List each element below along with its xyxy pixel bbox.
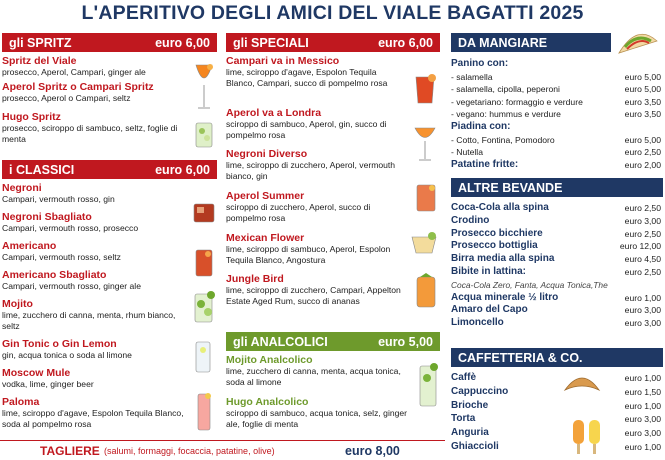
menu-item [2, 367, 217, 390]
item-desc: prosecco, Aperol o Campari, seltz [2, 93, 131, 103]
caffetteria-row-label: Brioche [451, 399, 489, 411]
item-name: Gin Tonic o Gin Lemon [2, 338, 117, 350]
speciali-price: euro 6,00 [378, 35, 433, 50]
item-desc: lime, sciroppo di zucchero, Campari, Appelton Estate Aged Rum, succo di ananas [226, 285, 401, 306]
bevande-row-price: euro 3,00 [624, 305, 661, 316]
bevande-row-label: Prosecco bottiglia [451, 240, 538, 252]
mexican-flower-glass-icon [410, 231, 438, 255]
bevande-row-price: euro 3,00 [624, 215, 661, 226]
menu-item [226, 55, 440, 88]
menu-item [2, 211, 217, 234]
item-desc: lime, sciroppo d'agave, Espolon Tequila Blanco, soda al pompelmo rosa [2, 408, 184, 429]
bevande-row [451, 202, 661, 214]
mangiare-title: DA MANGIARE [458, 35, 548, 50]
menu-item [226, 232, 440, 265]
tagliere-name: TAGLIERE [40, 444, 100, 458]
bevande-row-label: Coca-Cola Zero, Fanta, Acqua Tonica,The [451, 279, 608, 290]
menu-item [2, 240, 217, 263]
menu-item [2, 269, 217, 292]
bevande-row [451, 228, 661, 240]
item-name: Americano [2, 240, 57, 252]
mangiare-header [451, 33, 611, 52]
mangiare-row-price: euro 3,50 [624, 109, 661, 120]
mangiare-row-label: - vegano: hummus e verdure [451, 109, 561, 120]
caffetteria-row-price: euro 1,00 [624, 373, 661, 383]
item-name: Mojito [2, 298, 33, 310]
item-desc: Campari, vermouth rosso, gin [2, 194, 115, 204]
mangiare-row [451, 134, 661, 146]
caffetteria-row [451, 427, 661, 439]
menu-item [226, 148, 440, 181]
item-name: Campari va in Messico [226, 55, 340, 67]
spritz-glass-icon [194, 63, 214, 113]
caffetteria-row-price: euro 1,00 [624, 442, 661, 452]
mangiare-row-label: Panino con: [451, 58, 509, 69]
item-name: Aperol Spritz o Campari Spritz [2, 81, 154, 93]
caffetteria-row [451, 386, 661, 398]
spritz-title: gli SPRITZ [9, 35, 72, 50]
menu-item [226, 190, 440, 223]
tagliere-price: euro 8,00 [345, 444, 400, 458]
item-desc: lime, sciroppo di sambuco, Aperol, Espolon Tequila Blanco, Angostura [226, 244, 391, 265]
item-name: Hugo Analcolico [226, 396, 309, 408]
menu-item [2, 182, 217, 205]
caffetteria-header [451, 348, 663, 367]
mangiare-row-label: - vegetariano: formaggio e verdure [451, 96, 583, 107]
item-name: Aperol Summer [226, 190, 305, 202]
item-name: Aperol va a Londra [226, 107, 322, 119]
mangiare-row-label: Piadina con: [451, 121, 511, 132]
piadina-icon [615, 27, 661, 57]
negroni-glass-icon [192, 202, 216, 224]
menu-item [226, 273, 440, 306]
item-name: Jungle Bird [226, 273, 284, 285]
caffetteria-row [451, 441, 661, 453]
item-desc: vodka, lime, ginger beer [2, 379, 94, 389]
speciali-title: gli SPECIALI [233, 35, 309, 50]
menu-item [226, 396, 440, 429]
spritz-price: euro 6,00 [155, 35, 210, 50]
item-desc: prosecco, sciroppo di sambuco, seltz, foglie di menta [2, 123, 178, 144]
bevande-row-price: euro 2,50 [624, 267, 661, 277]
item-name: Paloma [2, 396, 40, 408]
mojito-analcolico-glass-icon [418, 362, 438, 408]
mangiare-row-price: euro 2,50 [624, 147, 661, 158]
bevande-row [451, 317, 661, 329]
item-desc: lime, zucchero di canna, menta, rhum bianco, seltz [2, 310, 176, 331]
menu-item [2, 338, 217, 361]
bevande-row [451, 279, 661, 291]
menu-item [2, 81, 217, 104]
menu-item [226, 354, 440, 387]
bevande-row [451, 240, 661, 252]
bevande-row-price: euro 12,00 [619, 241, 661, 252]
speciali-section [226, 33, 440, 323]
mangiare-row [451, 71, 661, 83]
item-desc: sciroppo di zucchero, Aperol, succo di pompelmo rosa [226, 202, 371, 223]
classici-title: i CLASSICI [9, 162, 75, 177]
item-desc: sciroppo di sambuco, Aperol, gin, succo di pompelmo rosa [226, 119, 387, 140]
mangiare-row [451, 58, 661, 70]
bevande-row-label: Birra media alla spina [451, 253, 555, 265]
paloma-glass-icon [196, 392, 212, 432]
mangiare-row [451, 96, 661, 108]
item-desc: lime, zucchero di canna, menta, acqua tonica, soda al limone [226, 366, 401, 387]
spritz-header [2, 33, 217, 52]
bevande-row-price: euro 1,00 [624, 292, 661, 303]
menu-item [2, 298, 217, 331]
caffetteria-row-label: Cappuccino [451, 385, 509, 397]
tagliere-row [0, 440, 445, 460]
menu-item [2, 111, 217, 144]
item-name: Americano Sbagliato [2, 269, 107, 281]
mangiare-row-label: - Cotto, Fontina, Pomodoro [451, 134, 555, 145]
mangiare-section [451, 33, 663, 173]
caffetteria-row-price: euro 1,00 [624, 400, 661, 411]
bevande-row-price: euro 2,50 [624, 228, 661, 239]
item-name: Moscow Mule [2, 367, 71, 379]
item-name: Negroni Diverso [226, 148, 308, 160]
bevande-row [451, 304, 661, 316]
tagliere-desc: (salumi, formaggi, focaccia, patatine, olive) [104, 446, 275, 456]
item-desc: lime, sciroppo di zucchero, Aperol, vermouth bianco, gin [226, 160, 396, 181]
caffetteria-row-label: Anguria [451, 427, 489, 439]
bevande-row [451, 215, 661, 227]
item-name: Mexican Flower [226, 232, 305, 244]
bevande-row-price: euro 3,00 [624, 318, 661, 329]
mangiare-row-label: - salamella [451, 71, 493, 82]
mangiare-row-price: euro 5,00 [624, 84, 661, 95]
caffetteria-row-price: euro 3,00 [624, 414, 661, 425]
analcolici-title: gli ANALCOLICI [233, 334, 328, 349]
analcolici-price: euro 5,00 [378, 334, 433, 349]
menu-item [2, 396, 217, 429]
mangiare-row [451, 108, 661, 120]
menu-item [226, 107, 440, 140]
campari-glass-icon [413, 73, 437, 105]
bevande-row-label: Coca-Cola alla spina [451, 202, 549, 213]
bevande-header [451, 178, 663, 197]
mangiare-row-price: euro 3,50 [624, 96, 661, 107]
item-desc: Campari, vermouth rosso, prosecco [2, 223, 139, 233]
aperol-summer-glass-icon [415, 183, 437, 213]
caffetteria-row-label: Caffè [451, 372, 477, 383]
mangiare-row-price: euro 5,00 [624, 134, 661, 145]
classici-header [2, 160, 217, 179]
caffetteria-row-label: Torta [451, 413, 476, 425]
analcolici-section [226, 332, 440, 440]
bevande-row [451, 292, 661, 304]
americano-glass-icon [194, 248, 214, 278]
mangiare-row [451, 121, 661, 133]
bevande-row-price: euro 4,50 [624, 254, 661, 265]
item-name: Negroni Sbagliato [2, 211, 92, 223]
bevande-row-label: Bibite in lattina: [451, 266, 526, 277]
gin-tonic-glass-icon [194, 340, 212, 374]
bevande-title: ALTRE BEVANDE [458, 180, 563, 195]
mangiare-row-label: - Nutella [451, 147, 483, 158]
caffetteria-row-label: Ghiaccioli [451, 441, 499, 452]
caffetteria-row-price: euro 1,50 [624, 386, 661, 397]
caffetteria-row [451, 413, 661, 425]
bevande-row-label: Limoncello [451, 317, 504, 329]
caffetteria-row [451, 372, 661, 384]
jungle-bird-glass-icon [414, 273, 438, 309]
bevande-row-price: euro 2,50 [624, 203, 661, 213]
mangiare-row-label: Patatine fritte: [451, 158, 519, 170]
bevande-row [451, 266, 661, 278]
bevande-row-label: Acqua minerale ½ litro [451, 291, 559, 303]
mojito-glass-icon [192, 290, 216, 324]
caffetteria-title: CAFFETTERIA & CO. [458, 350, 583, 365]
mangiare-row-label: - salamella, cipolla, peperoni [451, 84, 560, 95]
bevande-row-label: Crodino [451, 214, 490, 226]
caffetteria-section [451, 348, 663, 460]
mangiare-row [451, 159, 661, 171]
mangiare-row [451, 146, 661, 158]
item-desc: gin, acqua tonica o soda al limone [2, 350, 132, 360]
bevande-row [451, 253, 661, 265]
mangiare-row [451, 83, 661, 95]
aperol-londra-glass-icon [413, 125, 437, 163]
item-desc: lime, sciroppo d'agave, Espolon Tequila Blanco, Campari, succo di pompelmo rosa [226, 67, 388, 88]
item-desc: prosecco, Aperol, Campari, ginger ale [2, 67, 146, 77]
menu-item [2, 55, 217, 78]
item-desc: sciroppo di sambuco, acqua tonica, selz, ginger ale, foglie di menta [226, 408, 408, 429]
classici-section [2, 160, 217, 440]
analcolici-header [226, 332, 440, 351]
bevande-row-label: Prosecco bicchiere [451, 227, 543, 239]
speciali-header [226, 33, 440, 52]
item-desc: Campari, vermouth rosso, seltz [2, 252, 121, 262]
bevande-section [451, 178, 663, 340]
caffetteria-row [451, 400, 661, 412]
spritz-section [2, 33, 217, 153]
mangiare-row-price: euro 2,00 [624, 159, 661, 170]
page-title: L'APERITIVO DEGLI AMICI DEL VIALE BAGATTI 2025 [81, 2, 584, 24]
item-name: Hugo Spritz [2, 111, 61, 123]
bevande-row-label: Amaro del Capo [451, 304, 528, 316]
caffetteria-row-price: euro 3,00 [624, 428, 661, 439]
mangiare-row-price: euro 5,00 [624, 71, 661, 82]
item-desc: Campari, vermouth rosso, ginger ale [2, 281, 141, 291]
classici-price: euro 6,00 [155, 162, 210, 177]
item-name: Negroni [2, 182, 42, 194]
item-name: Mojito Analcolico [226, 354, 313, 366]
item-name: Spritz del Viale [2, 55, 77, 67]
hugo-glass-icon [194, 121, 214, 149]
